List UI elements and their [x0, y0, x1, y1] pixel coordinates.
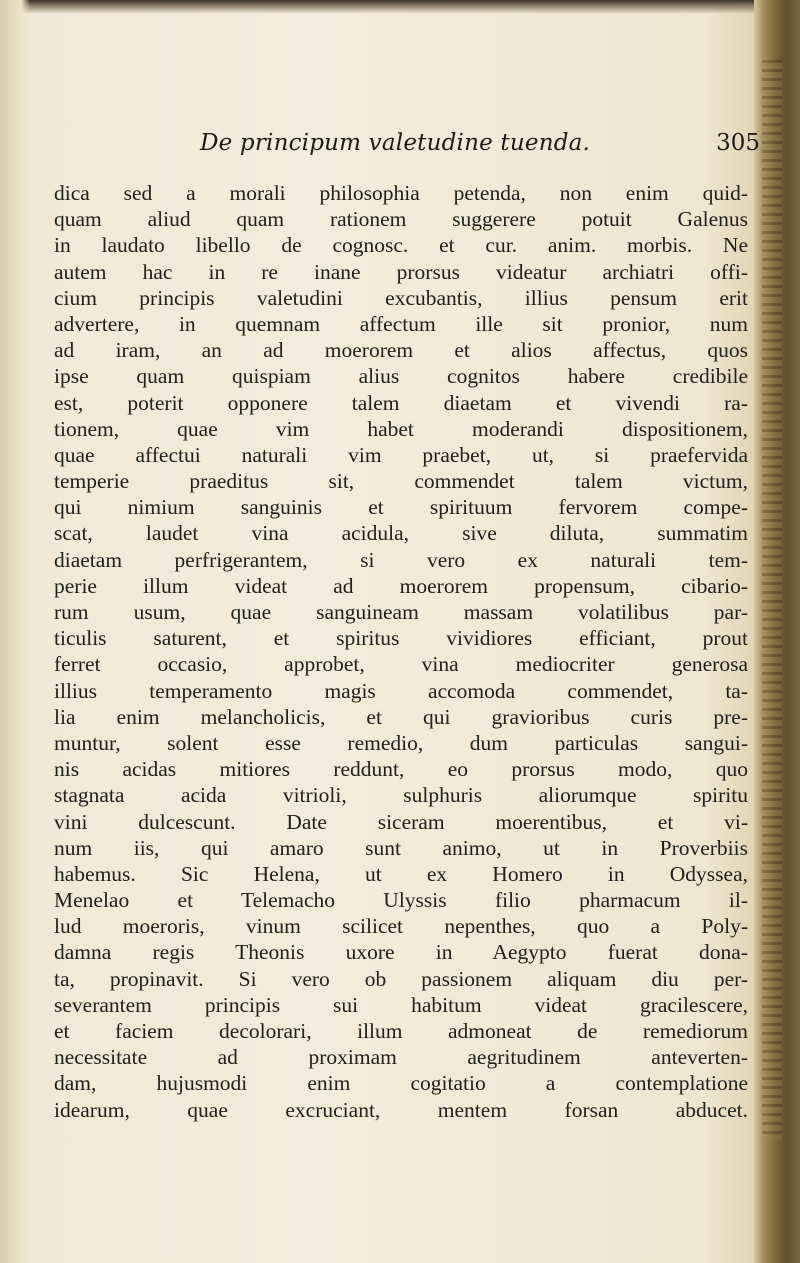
text-line: damna regis Theonis uxore in Aegypto fuerat dona- — [54, 940, 748, 965]
text-line: lud moeroris, vinum scilicet nepenthes, quo a Poly- — [54, 914, 748, 939]
text-line: necessitate ad proximam aegritudinem anteverten- — [54, 1045, 748, 1070]
text-line: in laudato libello de cognosc. et cur. anim. morbis. Ne — [54, 233, 748, 258]
text-line: stagnata acida vitrioli, sulphuris aliorumque spiritu — [54, 783, 748, 808]
body-text — [54, 180, 748, 1123]
page-top-edge — [0, 0, 800, 14]
text-line: est, poterit opponere talem diaetam et vivendi ra- — [54, 390, 748, 415]
text-line: lia enim melancholicis, et qui gravioribus curis pre- — [54, 704, 748, 729]
running-head — [30, 130, 760, 170]
text-line: scat, laudet vina acidula, sive diluta, summatim — [54, 521, 748, 546]
text-line: vini dulcescunt. Date siceram moerentibus, et vi- — [54, 809, 748, 834]
text-line: tionem, quae vim habet moderandi dispositionem, — [54, 416, 748, 441]
text-line: rum usum, quae sanguineam massam volatilibus par- — [54, 600, 748, 624]
text-line: ipse quam quispiam alius cognitos habere credibile — [54, 364, 748, 389]
text-line: diaetam perfrigerantem, si vero ex naturali tem- — [54, 547, 748, 572]
text-line: habemus. Sic Helena, ut ex Homero in Odyssea, — [54, 861, 748, 886]
text-line: muntur, solent esse remedio, dum particulas sangui- — [54, 730, 748, 755]
text-line: et faciem decolorari, illum admoneat de remediorum — [54, 1019, 748, 1043]
text-line: cium principis valetudini excubantis, illius pensum erit — [54, 285, 748, 310]
text-line: dica sed a morali philosophia petenda, non enim quid- — [54, 181, 748, 205]
text-line: quam aliud quam rationem suggerere potuit Galenus — [54, 207, 748, 232]
text-line: ad iram, an ad moerorem et alios affectus, quos — [54, 338, 748, 363]
book-binding — [754, 0, 800, 1263]
text-line: advertere, in quemnam affectum ille sit pronior, num — [54, 311, 748, 336]
text-line: Menelao et Telemacho Ulyssis filio pharmacum il- — [54, 888, 748, 913]
text-line: temperie praeditus sit, commendet talem victum, — [54, 469, 748, 494]
left-margin — [0, 0, 30, 1263]
text-line: dam, hujusmodi enim cogitatio a contemplatione — [54, 1071, 748, 1096]
page-number: 305 — [716, 130, 760, 156]
text-line: severantem principis sui habitum videat gracilescere, — [54, 992, 748, 1017]
text-line: ta, propinavit. Si vero ob passionem aliquam diu per- — [54, 966, 748, 991]
text-line: qui nimium sanguinis et spirituum fervorem compe- — [54, 495, 748, 520]
text-line: ticulis saturent, et spiritus vividiores efficiant, prout — [54, 626, 748, 651]
text-line: quae affectui naturali vim praebet, ut, si praefervida — [54, 442, 748, 467]
text-line: ferret occasio, approbet, vina mediocriter generosa — [54, 652, 748, 677]
text-line: idearum, quae excruciant, mentem forsan abducet. — [54, 1097, 748, 1122]
text-line: perie illum videat ad moerorem propensum, cibario- — [54, 573, 748, 598]
running-title: De principum valetudine tuenda. — [199, 130, 591, 156]
text-line: autem hac in re inane prorsus videatur archiatri offi- — [54, 259, 748, 284]
text-line: nis acidas mitiores reddunt, eo prorsus modo, quo — [54, 757, 748, 782]
text-line: num iis, qui amaro sunt animo, ut in Proverbiis — [54, 835, 748, 860]
text-line: illius temperamento magis accomoda commendet, ta- — [54, 678, 748, 703]
